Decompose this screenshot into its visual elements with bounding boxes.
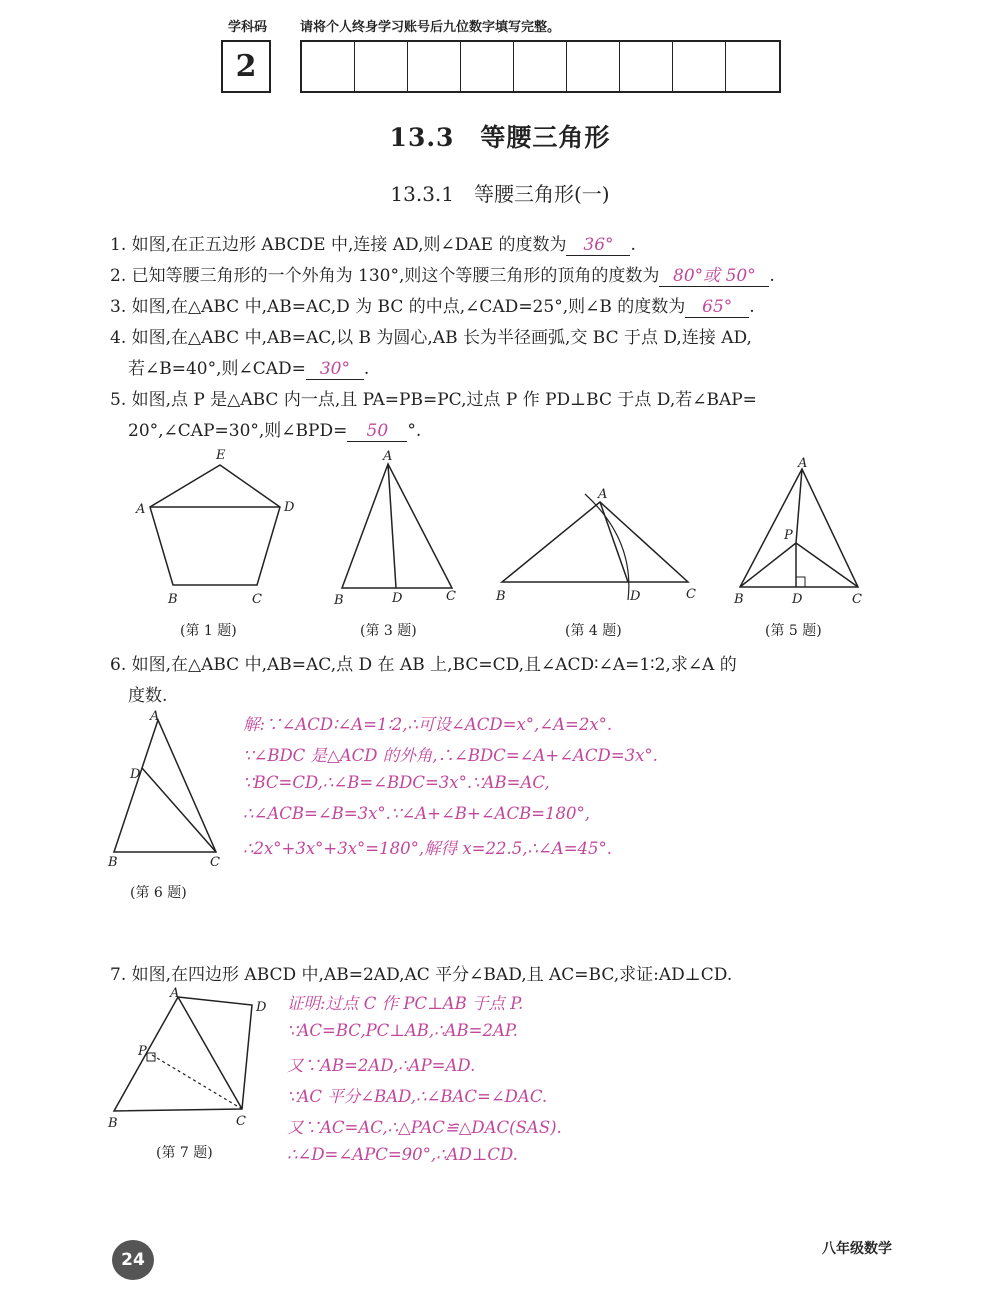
vertex-label: B	[108, 1116, 118, 1131]
figure-5-triangle-point	[730, 455, 870, 610]
vertex-label: A	[150, 709, 160, 724]
vertex-label: D	[392, 591, 403, 606]
problem-3: 3. 如图,在△ABC 中,AB=AC,D 为 BC 的中点,∠CAD=25°,则∠B 的度数为 65° .	[110, 297, 755, 317]
figure-6-triangle	[104, 706, 234, 876]
vertex-label: P	[784, 528, 793, 543]
solution-7-line: ∵AC 平分∠BAD,∴∠BAC=∠DAC.	[287, 1087, 548, 1106]
digit-cell[interactable]	[302, 42, 355, 91]
solution-7-line: 又∵AC=AC,∴△PAC≌△DAC(SAS).	[287, 1118, 562, 1137]
solution-7-line: ∴∠D=∠APC=90°,∴AD⊥CD.	[287, 1145, 518, 1164]
figure-4-triangle-arc	[490, 480, 710, 610]
digit-cell[interactable]	[514, 42, 567, 91]
grade-label: 八年级数学	[822, 1241, 892, 1257]
problem-4-cont: 若∠B=40°,则∠CAD= 30° .	[128, 359, 370, 379]
vertex-label: B	[334, 593, 344, 608]
problem-7: 7. 如图,在四边形 ABCD 中,AB=2AD,AC 平分∠BAD,且 AC=BC,求证:AD⊥CD.	[110, 965, 733, 985]
solution-7-line: 证明:过点 C 作 PC⊥AB 于点 P.	[287, 994, 524, 1013]
vertex-label: P	[138, 1044, 147, 1059]
vertex-label: D	[630, 589, 641, 604]
digit-cell[interactable]	[355, 42, 408, 91]
problem-4: 4. 如图,在△ABC 中,AB=AC,以 B 为圆心,AB 长为半径画弧,交 BC 于点 D,连接 AD,	[110, 328, 752, 348]
caption-7: (第 7 题)	[156, 1145, 213, 1161]
vertex-label: B	[108, 855, 118, 870]
solution-6-line: ∴∠ACB=∠B=3x°.∵∠A+∠B+∠ACB=180°,	[243, 804, 591, 823]
subsection-title: 13.3.1 等腰三角形(一)	[390, 182, 610, 206]
digit-cell[interactable]	[726, 42, 779, 91]
caption-3: (第 3 题)	[360, 623, 417, 639]
answer-blank: 65°	[685, 297, 749, 318]
figure-3-triangle	[330, 450, 470, 610]
answer-blank: 30°	[306, 359, 364, 380]
vertex-label: C	[686, 587, 696, 602]
subject-code-box: 2	[221, 40, 271, 93]
answer-blank: 50	[347, 421, 407, 442]
digit-cell[interactable]	[567, 42, 620, 91]
account-digit-grid[interactable]	[300, 40, 781, 93]
digit-cell[interactable]	[408, 42, 461, 91]
vertex-label: A	[598, 487, 608, 502]
vertex-label: A	[798, 456, 808, 471]
vertex-label: C	[852, 592, 862, 607]
caption-1: (第 1 题)	[180, 623, 237, 639]
vertex-label: C	[210, 855, 220, 870]
vertex-label: D	[130, 767, 141, 782]
digit-cell[interactable]	[620, 42, 673, 91]
answer-blank: 36°	[566, 235, 630, 256]
problem-5-cont: 20°,∠CAP=30°,则∠BPD= 50 °.	[128, 421, 422, 441]
caption-6: (第 6 题)	[130, 885, 187, 901]
vertex-label: D	[256, 1000, 267, 1015]
problem-1: 1. 如图,在正五边形 ABCDE 中,连接 AD,则∠DAE 的度数为 36° .	[110, 235, 636, 255]
digit-cell[interactable]	[461, 42, 514, 91]
solution-6-line: 解:∵∠ACD∶∠A=1∶2,∴可设∠ACD=x°,∠A=2x°.	[243, 715, 613, 734]
vertex-label: C	[446, 589, 456, 604]
solution-7-line: 又∵AB=2AD,∴AP=AD.	[287, 1056, 476, 1075]
vertex-label: E	[216, 448, 226, 463]
problem-5: 5. 如图,点 P 是△ABC 内一点,且 PA=PB=PC,过点 P 作 PD⊥BC 于点 D,若∠BAP=	[110, 390, 757, 410]
solution-7-line: ∵AC=BC,PC⊥AB,∴AB=2AP.	[287, 1021, 518, 1040]
answer-blank: 80°或 50°	[659, 261, 769, 287]
solution-6-line: ∴2x°+3x°+3x°=180°,解得 x=22.5,∴∠A=45°.	[243, 839, 613, 858]
figure-7-quadrilateral	[104, 985, 274, 1135]
figure-1-pentagon	[130, 445, 310, 615]
page-number: 24	[112, 1240, 154, 1280]
problem-6-cont: 度数.	[128, 686, 168, 706]
vertex-label: D	[792, 592, 803, 607]
digit-cell[interactable]	[673, 42, 726, 91]
vertex-label: B	[734, 592, 744, 607]
vertex-label: A	[170, 986, 180, 1001]
vertex-label: C	[236, 1114, 246, 1129]
account-instruction: 请将个人终身学习账号后九位数字填写完整。	[300, 20, 561, 35]
subject-code-label: 学科码	[228, 20, 268, 35]
caption-5: (第 5 题)	[765, 623, 822, 639]
vertex-label: A	[136, 502, 146, 517]
vertex-label: B	[496, 589, 506, 604]
section-title: 13.3 等腰三角形	[389, 123, 611, 152]
problem-2: 2. 已知等腰三角形的一个外角为 130°,则这个等腰三角形的顶角的度数为 80°或 50° .	[110, 261, 775, 287]
problem-6: 6. 如图,在△ABC 中,AB=AC,点 D 在 AB 上,BC=CD,且∠ACD∶∠A=1∶2,求∠A 的	[110, 655, 737, 675]
solution-6-line: ∵BC=CD,∴∠B=∠BDC=3x°.∵AB=AC,	[243, 773, 550, 792]
caption-4: (第 4 题)	[565, 623, 622, 639]
vertex-label: D	[284, 500, 295, 515]
solution-6-line: ∵∠BDC 是△ACD 的外角,∴∠BDC=∠A+∠ACD=3x°.	[243, 746, 658, 765]
vertex-label: B	[168, 592, 178, 607]
vertex-label: A	[383, 450, 393, 464]
vertex-label: C	[252, 592, 262, 607]
